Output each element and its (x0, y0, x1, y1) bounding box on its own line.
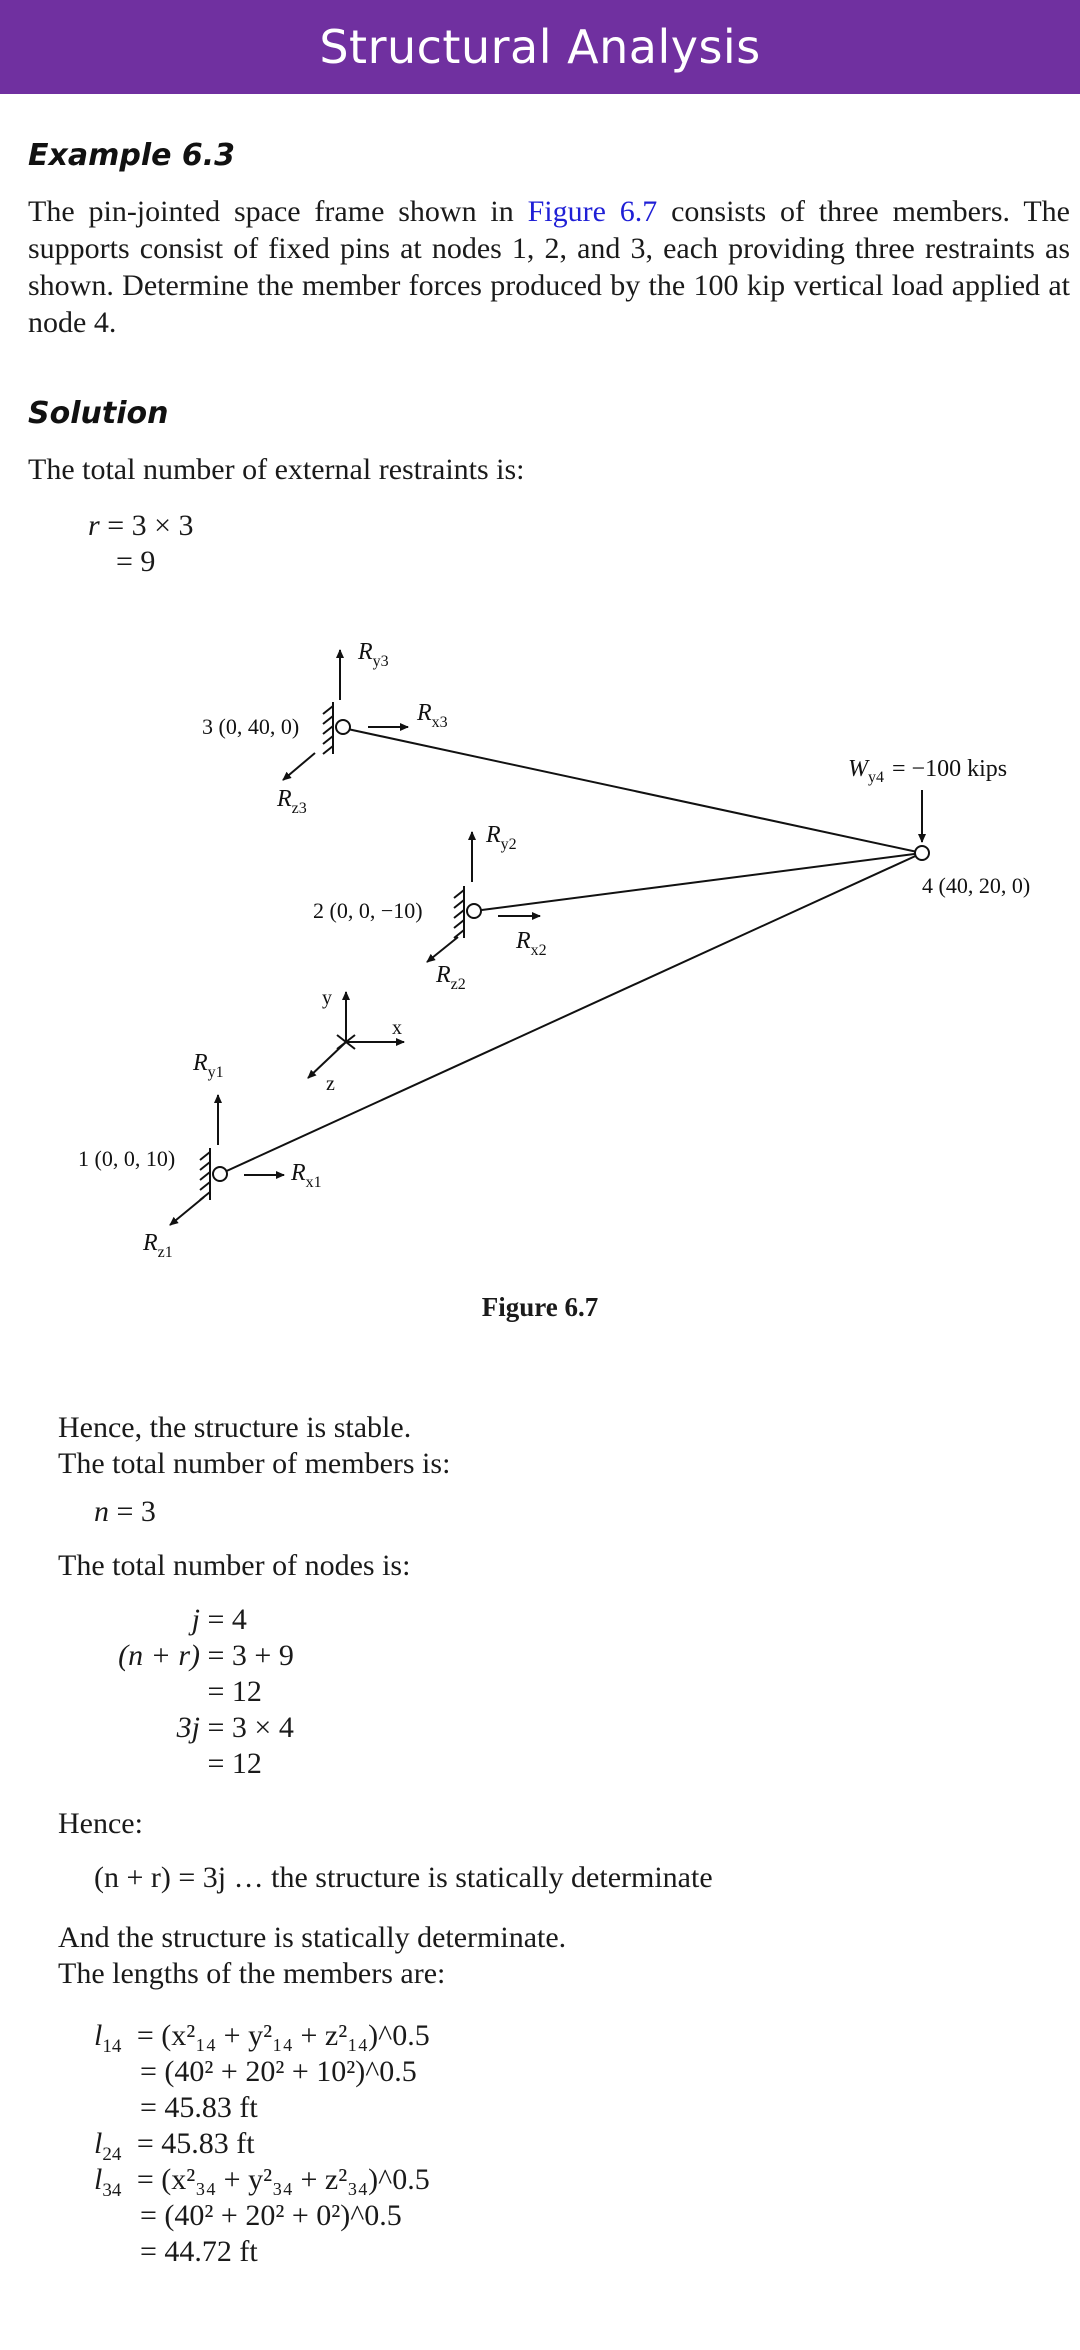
restraints-intro: The total number of external restraints is: (28, 453, 525, 486)
node-3 (336, 720, 350, 734)
reaction-rx2: $R_{x2}$ (516, 928, 547, 959)
n-symbol: n (94, 1495, 109, 1528)
threej-equation (0, 1710, 294, 1746)
threej-symbol: 3j (176, 1711, 200, 1744)
j-rhs: = 4 (207, 1603, 247, 1636)
nr-symbol: (n + r) (118, 1639, 200, 1672)
nr-equation-line2 (0, 1674, 262, 1710)
problem-text-1: The pin-jointed space frame shown in (28, 195, 528, 228)
threej-rhs1: = 3 × 4 (207, 1711, 294, 1744)
determinate-text: And the structure is statically determinate. (58, 1921, 567, 1954)
hence-text: Hence: (58, 1807, 143, 1840)
r-equation-line1 (88, 508, 194, 544)
j-symbol: j (191, 1603, 200, 1636)
l14-formula-text: = (x²₁₄ + y²₁₄ + z²₁₄)^0.5 (136, 2019, 430, 2052)
l24-equation: $l_{24} = 45.83$ ft (94, 2127, 255, 2165)
r-rhs1: = 3 × 3 (107, 509, 194, 542)
l24-value: = 45.83 ft (136, 2127, 255, 2160)
reaction-rx1: $R_{x1}$ (291, 1160, 322, 1191)
threej-equation-line2 (0, 1746, 262, 1782)
r-symbol: r (88, 509, 100, 542)
lengths-intro: The lengths of the members are: (58, 1957, 446, 1990)
node-3-label: 3 (0, 40, 0) (202, 714, 300, 739)
l34-formula: $l_{34} = (x^2_{34} + y^2_{34}$ + z²₃₄)^0.5 (94, 2163, 430, 2201)
l14-numeric: = (40² + 20² + 10²)^0.5 (140, 2055, 417, 2088)
nr-equation (0, 1638, 294, 1674)
determinate-equation: (n + r) = 3j … the structure is statically determinate (94, 1861, 713, 1894)
figure-caption: Figure 6.7 (481, 1292, 599, 1322)
node-4 (915, 846, 929, 860)
l14-formula: $l_{14} = (x^2_{14} + y^2_{14}$ + z²₁₄)^0.5 (94, 2019, 430, 2057)
reaction-ry3: $R_{y3}$ (358, 639, 389, 670)
load-label: $W_{y4} = -100$ kips (848, 756, 1008, 786)
j-equation (0, 1602, 247, 1638)
threej-rhs2: = 12 (207, 1747, 262, 1780)
nr-rhs2: = 12 (207, 1675, 262, 1708)
n-equation (94, 1494, 156, 1530)
app-header (0, 0, 1080, 94)
l34-numeric: = (40² + 20² + 0²)^0.5 (140, 2199, 402, 2232)
node-2 (467, 904, 481, 918)
problem-statement (28, 193, 1070, 341)
l14-value: = 45.83 ft (140, 2091, 258, 2124)
nodes-intro: The total number of nodes is: (58, 1549, 411, 1582)
reaction-rz2: $R_{z2}$ (436, 962, 466, 993)
axis-x-label: x (392, 1017, 402, 1039)
n-rhs: = 3 (116, 1495, 156, 1528)
node-1 (213, 1167, 227, 1181)
members-intro: The total number of members is: (58, 1447, 451, 1480)
l34-value: = 44.72 ft (140, 2235, 258, 2268)
solution-heading: Solution (28, 396, 169, 431)
reaction-ry2: $R_{y2}$ (486, 822, 517, 853)
reaction-rz1: $R_{z1}$ (143, 1230, 173, 1261)
header-title: Structural Analysis (319, 20, 761, 74)
space-frame-figure (0, 610, 1080, 1350)
figure-link[interactable]: Figure 6.7 (527, 195, 658, 228)
reaction-rz3: $R_{z3}$ (277, 786, 307, 817)
axis-y-label: y (322, 987, 332, 1009)
node-2-label: 2 (0, 0, −10) (313, 898, 423, 923)
axis-z-label: z (326, 1073, 335, 1095)
example-heading: Example 6.3 (28, 138, 236, 173)
member-24 (474, 853, 922, 911)
node-1-label: 1 (0, 0, 10) (78, 1146, 176, 1171)
r-equation-line2: = 9 (116, 545, 156, 578)
stable-text: Hence, the structure is stable. (58, 1411, 412, 1444)
problem-text-2: consists of three members. The supports consist of fixed pins at nodes 1, 2, and 3, each providing three restraints as shown. Determine the member forces produced by the 100 kip vertical load applied at node 4. (28, 195, 1070, 339)
l34-formula-text: = (x²₃₄ + y²₃₄ + z²₃₄)^0.5 (136, 2163, 430, 2196)
reaction-ry1: $R_{y1}$ (193, 1050, 224, 1081)
node-4-label: 4 (40, 20, 0) (922, 873, 1031, 898)
reaction-rx3: $R_{x3}$ (417, 700, 448, 731)
member-34 (343, 728, 922, 853)
nr-rhs1: = 3 + 9 (207, 1639, 294, 1672)
